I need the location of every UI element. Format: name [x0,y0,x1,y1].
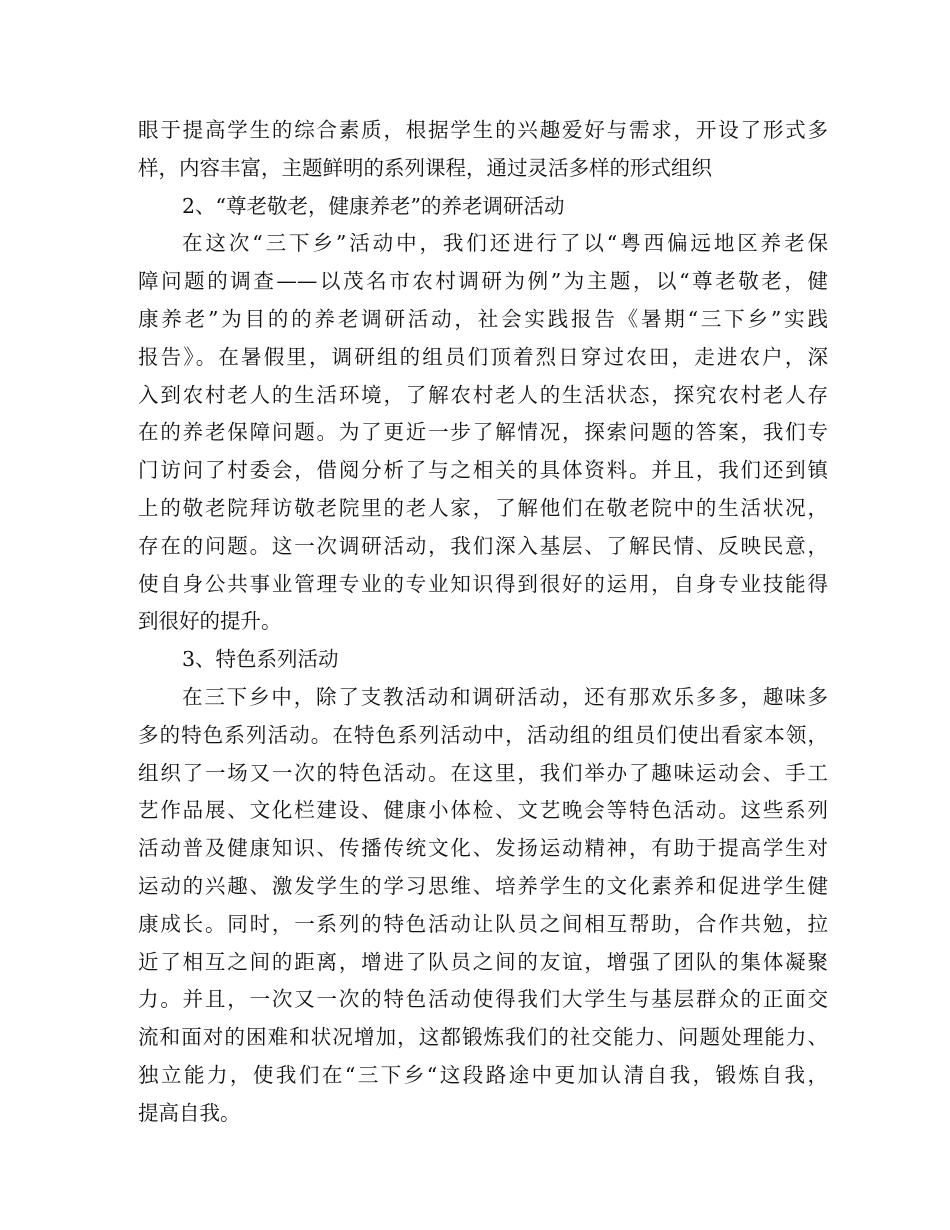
body-line: 流和面对的困难和状况增加，这都锻炼我们的社交能力、问题处理能力、 [138,1025,828,1050]
body-line: 门访问了村委会，借阅分析了与之相关的具体资料。并且，我们还到镇 [138,458,828,483]
body-line: 独立能力，使我们在“三下乡“这段路途中更加认清自我，锻炼自我， [138,1062,828,1087]
body-line: 上的敬老院拜访敬老院里的老人家，了解他们在敬老院中的生活状况， [138,495,828,520]
body-line: 在三下乡中，除了支教活动和调研活动，还有那欢乐多多，趣味多 [182,684,828,709]
body-line: 提高自我。 [138,1100,241,1125]
section-heading: 3、特色系列活动 [182,647,339,672]
body-line: 在这次“三下乡”活动中，我们还进行了以“粤西偏远地区养老保 [182,231,828,256]
body-line: 康养老”为目的的养老调研活动，社会实践报告《暑期“三下乡”实践 [138,306,828,331]
body-line: 入到农村老人的生活环境，了解农村老人的生活状态，探究农村老人存 [138,382,828,407]
body-line: 活动普及健康知识、传播传统文化、发扬运动精神，有助于提高学生对 [138,836,828,861]
body-line: 存在的问题。这一次调研活动，我们深入基层、了解民情、反映民意， [138,533,828,558]
body-line: 样，内容丰富，主题鲜明的系列课程，通过灵活多样的形式组织 [138,155,712,180]
section-heading: 2、“尊老敬老，健康养老”的养老调研活动 [182,193,565,218]
body-line: 近了相互之间的距离，增进了队员之间的友谊，增强了团队的集体凝聚 [138,949,828,974]
body-line: 运动的兴趣、激发学生的学习思维、培养学生的文化素养和促进学生健 [138,873,828,898]
body-line: 艺作品展、文化栏建设、健康小体检、文艺晚会等特色活动。这些系列 [138,798,828,823]
body-line: 在的养老保障问题。为了更近一步了解情况，探索问题的答案，我们专 [138,420,828,445]
body-line: 力。并且，一次又一次的特色活动使得我们大学生与基层群众的正面交 [138,987,828,1012]
body-line: 多的特色系列活动。在特色系列活动中，活动组的组员们使出看家本领， [138,722,828,747]
body-line: 报告》。在暑假里，调研组的组员们顶着烈日穿过农田，走进农户，深 [138,344,828,369]
document-body [138,112,828,1133]
body-line: 组织了一场又一次的特色活动。在这里，我们举办了趣味运动会、手工 [138,760,828,785]
body-line: 眼于提高学生的综合素质，根据学生的兴趣爱好与需求，开设了形式多 [138,118,828,142]
body-line: 使自身公共事业管理专业的专业知识得到很好的运用，自身专业技能得 [138,571,828,596]
body-line: 康成长。同时，一系列的特色活动让队员之间相互帮助，合作共勉，拉 [138,911,828,936]
body-line: 到很好的提升。 [138,609,282,634]
body-line: 障问题的调查——以茂名市农村调研为例”为主题，以“尊老敬老，健 [138,269,828,294]
